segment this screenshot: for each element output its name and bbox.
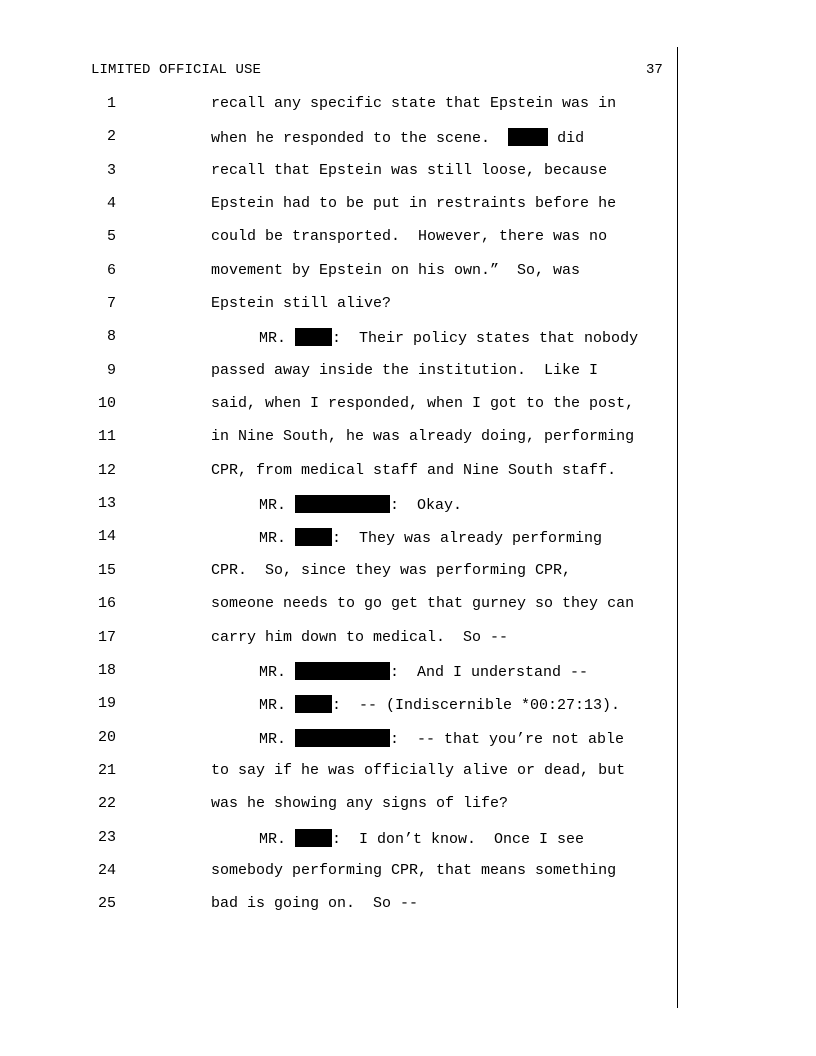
line-text-segment: was he showing any signs of life? [211, 795, 509, 813]
transcript-line [0, 829, 816, 862]
line-number: 13 [97, 495, 116, 513]
line-text [259, 328, 638, 347]
line-number: 15 [97, 561, 116, 579]
line-text-segment: MR. [259, 697, 296, 715]
transcript-line [0, 862, 816, 895]
line-text [211, 95, 616, 112]
line-text [259, 662, 588, 681]
line-number: 14 [97, 528, 116, 546]
line-number: 20 [97, 728, 116, 746]
line-number: 25 [97, 895, 116, 913]
line-text-segment: Epstein still alive? [211, 295, 392, 313]
line-text [211, 395, 634, 412]
redaction-block [508, 128, 548, 146]
line-text [211, 362, 598, 379]
line-number: 11 [97, 428, 116, 446]
classification-header: LIMITED OFFICIAL USE [91, 62, 262, 78]
line-number: 9 [106, 361, 116, 379]
line-text [211, 595, 634, 612]
redaction-block [295, 495, 390, 513]
transcript-line [0, 428, 816, 461]
line-text-segment: : And I understand -- [390, 663, 589, 681]
transcript-line [0, 629, 816, 662]
line-text-segment: in Nine South, he was already doing, performing [211, 428, 635, 446]
transcript-line [0, 662, 816, 695]
transcript-line [0, 895, 816, 928]
transcript-line [0, 729, 816, 762]
line-text [211, 462, 616, 479]
line-text-segment: movement by Epstein on his own.” So, was [211, 261, 581, 279]
transcript-line [0, 328, 816, 361]
line-number: 2 [106, 128, 116, 146]
transcript-line [0, 362, 816, 395]
line-text-segment: MR. [259, 530, 296, 548]
redaction-block [295, 829, 332, 847]
line-text [211, 762, 625, 779]
transcript-line [0, 228, 816, 261]
line-text-segment: : I don’t know. Once I see [332, 830, 585, 848]
transcript-line [0, 562, 816, 595]
line-text-segment: passed away inside the institution. Like I [211, 361, 599, 379]
line-text [211, 295, 391, 312]
line-text-segment: carry him down to medical. So -- [211, 628, 509, 646]
line-text-segment: could be transported. However, there was no [211, 228, 608, 246]
line-number: 8 [106, 328, 116, 346]
line-text [211, 795, 508, 812]
line-text-segment: when he responded to the scene. [211, 130, 509, 148]
line-text-segment: recall any specific state that Epstein was in [211, 95, 617, 112]
line-text-segment: Epstein had to be put in restraints before he [211, 195, 617, 213]
line-number: 21 [97, 761, 116, 779]
line-text [211, 428, 634, 445]
line-text-segment: : -- that you’re not able [390, 730, 625, 748]
line-text [259, 829, 584, 848]
line-text-segment: CPR. So, since they was performing CPR, [211, 561, 572, 579]
transcript-lines [0, 95, 816, 929]
transcript-line [0, 295, 816, 328]
line-text-segment: said, when I responded, when I got to the post, [211, 395, 635, 413]
redaction-block [295, 528, 332, 546]
line-number: 17 [97, 628, 116, 646]
transcript-line [0, 462, 816, 495]
line-text [259, 528, 602, 547]
line-text-segment: : -- (Indiscernible *00:27:13). [332, 697, 621, 715]
line-text-segment: CPR, from medical staff and Nine South staff. [211, 461, 617, 479]
transcript-line [0, 162, 816, 195]
line-number: 16 [97, 595, 116, 613]
line-number: 6 [106, 261, 116, 279]
line-number: 1 [106, 95, 116, 112]
line-text [211, 629, 508, 646]
page-number: 37 [646, 62, 663, 78]
line-text-segment: to say if he was officially alive or dead, but [211, 761, 626, 779]
line-text [211, 862, 616, 879]
transcript-line [0, 195, 816, 228]
line-number: 22 [97, 795, 116, 813]
line-text [259, 695, 620, 714]
line-number: 7 [106, 295, 116, 313]
line-text-segment: recall that Epstein was still loose, because [211, 161, 608, 179]
line-text-segment: : They was already performing [332, 530, 603, 548]
line-text-segment: MR. [259, 730, 296, 748]
line-text-segment: MR. [259, 663, 296, 681]
line-text [211, 895, 418, 912]
line-text-segment: did [548, 130, 585, 148]
transcript-line [0, 395, 816, 428]
line-number: 19 [97, 695, 116, 713]
redaction-block [295, 662, 390, 680]
redaction-block [295, 328, 332, 346]
line-text-segment: someone needs to go get that gurney so they can [211, 595, 635, 613]
line-number: 5 [106, 228, 116, 246]
line-text-segment: MR. [259, 330, 296, 348]
line-number: 18 [97, 661, 116, 679]
line-number: 4 [106, 195, 116, 213]
line-number: 23 [97, 828, 116, 846]
line-number: 10 [97, 395, 116, 413]
transcript-line [0, 795, 816, 828]
line-text [259, 495, 462, 514]
line-text-segment: MR. [259, 830, 296, 848]
line-text-segment: MR. [259, 497, 296, 515]
transcript-line [0, 695, 816, 728]
line-text-segment: bad is going on. So -- [211, 895, 419, 913]
transcript-line [0, 762, 816, 795]
line-text [211, 162, 607, 179]
transcript-line [0, 95, 816, 128]
line-number: 12 [97, 461, 116, 479]
line-number: 3 [106, 161, 116, 179]
transcript-line [0, 262, 816, 295]
line-text [211, 262, 580, 279]
transcript-line [0, 595, 816, 628]
line-text [211, 128, 584, 147]
line-text [259, 729, 624, 748]
line-text-segment: : Okay. [390, 497, 463, 515]
redaction-block [295, 695, 332, 713]
transcript-line [0, 528, 816, 561]
line-text [211, 195, 616, 212]
redaction-block [295, 729, 390, 747]
line-text-segment: somebody performing CPR, that means something [211, 861, 617, 879]
line-text-segment: : Their policy states that nobody [332, 330, 639, 348]
line-text [211, 228, 607, 245]
transcript-line [0, 495, 816, 528]
transcript-line [0, 128, 816, 161]
line-number: 24 [97, 861, 116, 879]
line-text [211, 562, 571, 579]
